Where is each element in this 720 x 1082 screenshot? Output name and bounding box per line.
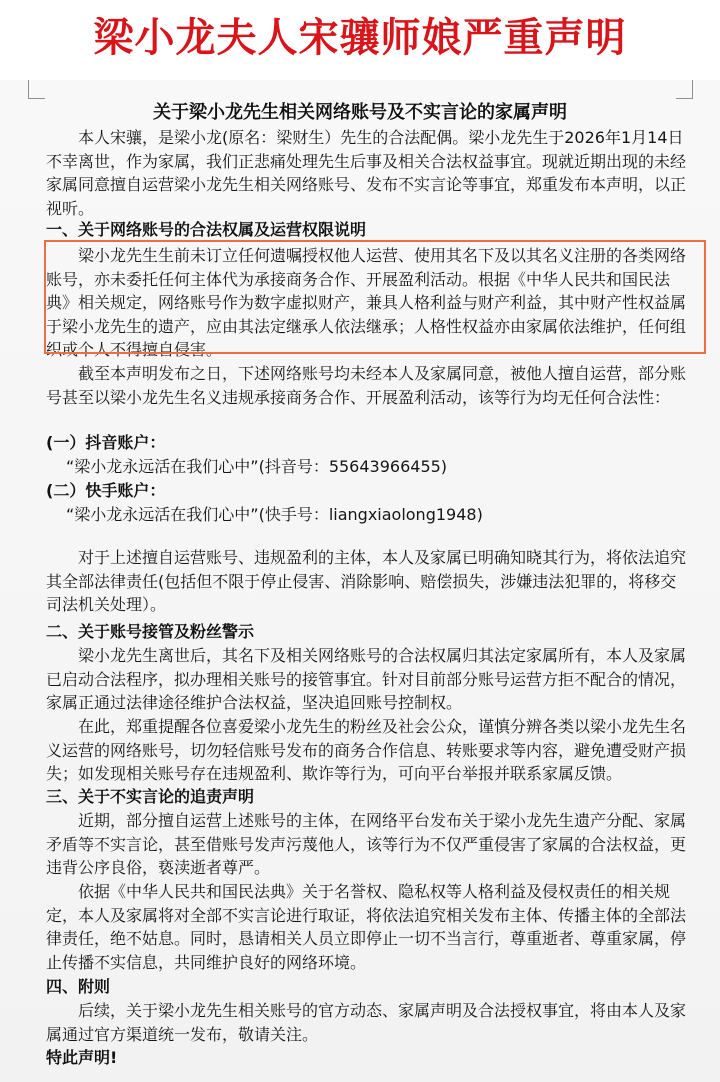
kuaishou-account-text: “梁小龙永远活在我们心中”(快手号：liangxiaolong1948) <box>66 505 483 524</box>
intro-paragraph: 本人宋骧，是梁小龙(原名：梁财生）先生的合法配偶。梁小龙先生于2026年1月14日不幸离世，作为家属，我们正悲痛处理先生后事及相关合法权益事宜。现就近期出现的未经家属同意擅自运营梁小龙先生相关网络账号、发布不实言论等事宜，郑重发布本声明，以正视听。 <box>46 128 687 218</box>
section-1-heading: 一、关于网络账号的合法权属及运营权限说明 <box>46 220 367 239</box>
section-2-paragraph-2: 在此，郑重提醒各位喜爱梁小龙先生的粉丝及社会公众，谨慎分辨各类以梁小龙先生名义运营的网络账号，切勿轻信账号发布的商务合作信息、转账要求等内容，避免遭受财产损失；如发现相关账号存在违规盈利、欺诈等行为，可向平台举报并联系家属反馈。 <box>46 717 687 783</box>
closing-statement: 特此声明! <box>46 1048 118 1067</box>
kuaishou-account-label: (二）快手账户： <box>46 481 166 500</box>
section-1-paragraph-1: 梁小龙先生生前未订立任何遗嘱授权他人运营、使用其名下及以其名义注册的各类网络账号，亦未委托任何主体代为承接商务合作、开展盈利活动。根据《中华人民共和国民法典》相关规定，网络账号作为数字虚拟财产，兼具人格利益与财产利益，其中财产性权益属于梁小龙先生的遗产，应由其法定继承人依法继承；人格性权益亦由家属依法维护，任何组织或个人不得擅自侵害。 <box>46 246 687 359</box>
douyin-account-text: “梁小龙永远活在我们心中”(抖音号：55643966455) <box>66 457 448 476</box>
douyin-account-label: (一）抖音账户： <box>46 433 166 452</box>
section-1-paragraph-3: 对于上述擅自运营账号、违规盈利的主体，本人及家属已明确知晓其行为，将依法追究其全部法律责任(包括但不限于停止侵害、消除影响、赔偿损失，涉嫌违法犯罪的，将移交司法机关处理）。 <box>46 548 687 614</box>
section-3-heading: 三、关于不实言论的追责声明 <box>46 787 255 806</box>
section-3-paragraph-1: 近期，部分擅自运营上述账号的主体，在网络平台发布关于梁小龙先生遗产分配、家属矛盾等不实言论，甚至借账号发声污蔑他人，该等行为不仅严重侵害了家属的合法权益，更违背公序良俗，亵渎逝者尊严。 <box>46 811 687 877</box>
crop-mark-top-left <box>28 80 45 99</box>
section-2-paragraph-1: 梁小龙先生离世后，其名下及相关网络账号的合法权属归其法定家属所有，本人及家属已启动合法程序，拟办理相关账号的接管事宜。针对目前部分账号运营方拒不配合的情况，家属正通过法律途径维护合法权益，坚决追回账号控制权。 <box>46 646 687 712</box>
section-1-paragraph-2: 截至本声明发布之日，下述网络账号均未经本人及家属同意，被他人擅自运营，部分账号甚至以梁小龙先生名义违规承接商务合作、开展盈利活动，该等行为均无任何合法性： <box>46 364 687 407</box>
section-2-heading: 二、关于账号接管及粉丝警示 <box>46 622 255 641</box>
banner <box>0 0 720 80</box>
section-4-paragraph-1: 后续，关于梁小龙先生相关账号的官方动态、家属声明及合法授权事宜，将由本人及家属通过官方渠道统一发布，敬请关注。 <box>46 1001 687 1044</box>
document-title: 关于梁小龙先生相关网络账号及不实言论的家属声明 <box>153 102 567 123</box>
section-4-heading: 四、附则 <box>46 977 111 996</box>
crop-mark-top-right <box>676 80 693 99</box>
section-3-paragraph-2: 依据《中华人民共和国民法典》关于名誉权、隐私权等人格利益及侵权责任的相关规定，本人及家属将对全部不实言论进行取证，将依法追究相关发布主体、传播主体的全部法律责任，绝不姑息。同时，恳请相关人员立即停止一切不当言行，尊重逝者、尊重家属，停止传播不实信息，共同维护良好的网络环境。 <box>46 882 687 972</box>
banner-title: 梁小龙夫人宋骧师娘严重声明 <box>93 15 627 61</box>
